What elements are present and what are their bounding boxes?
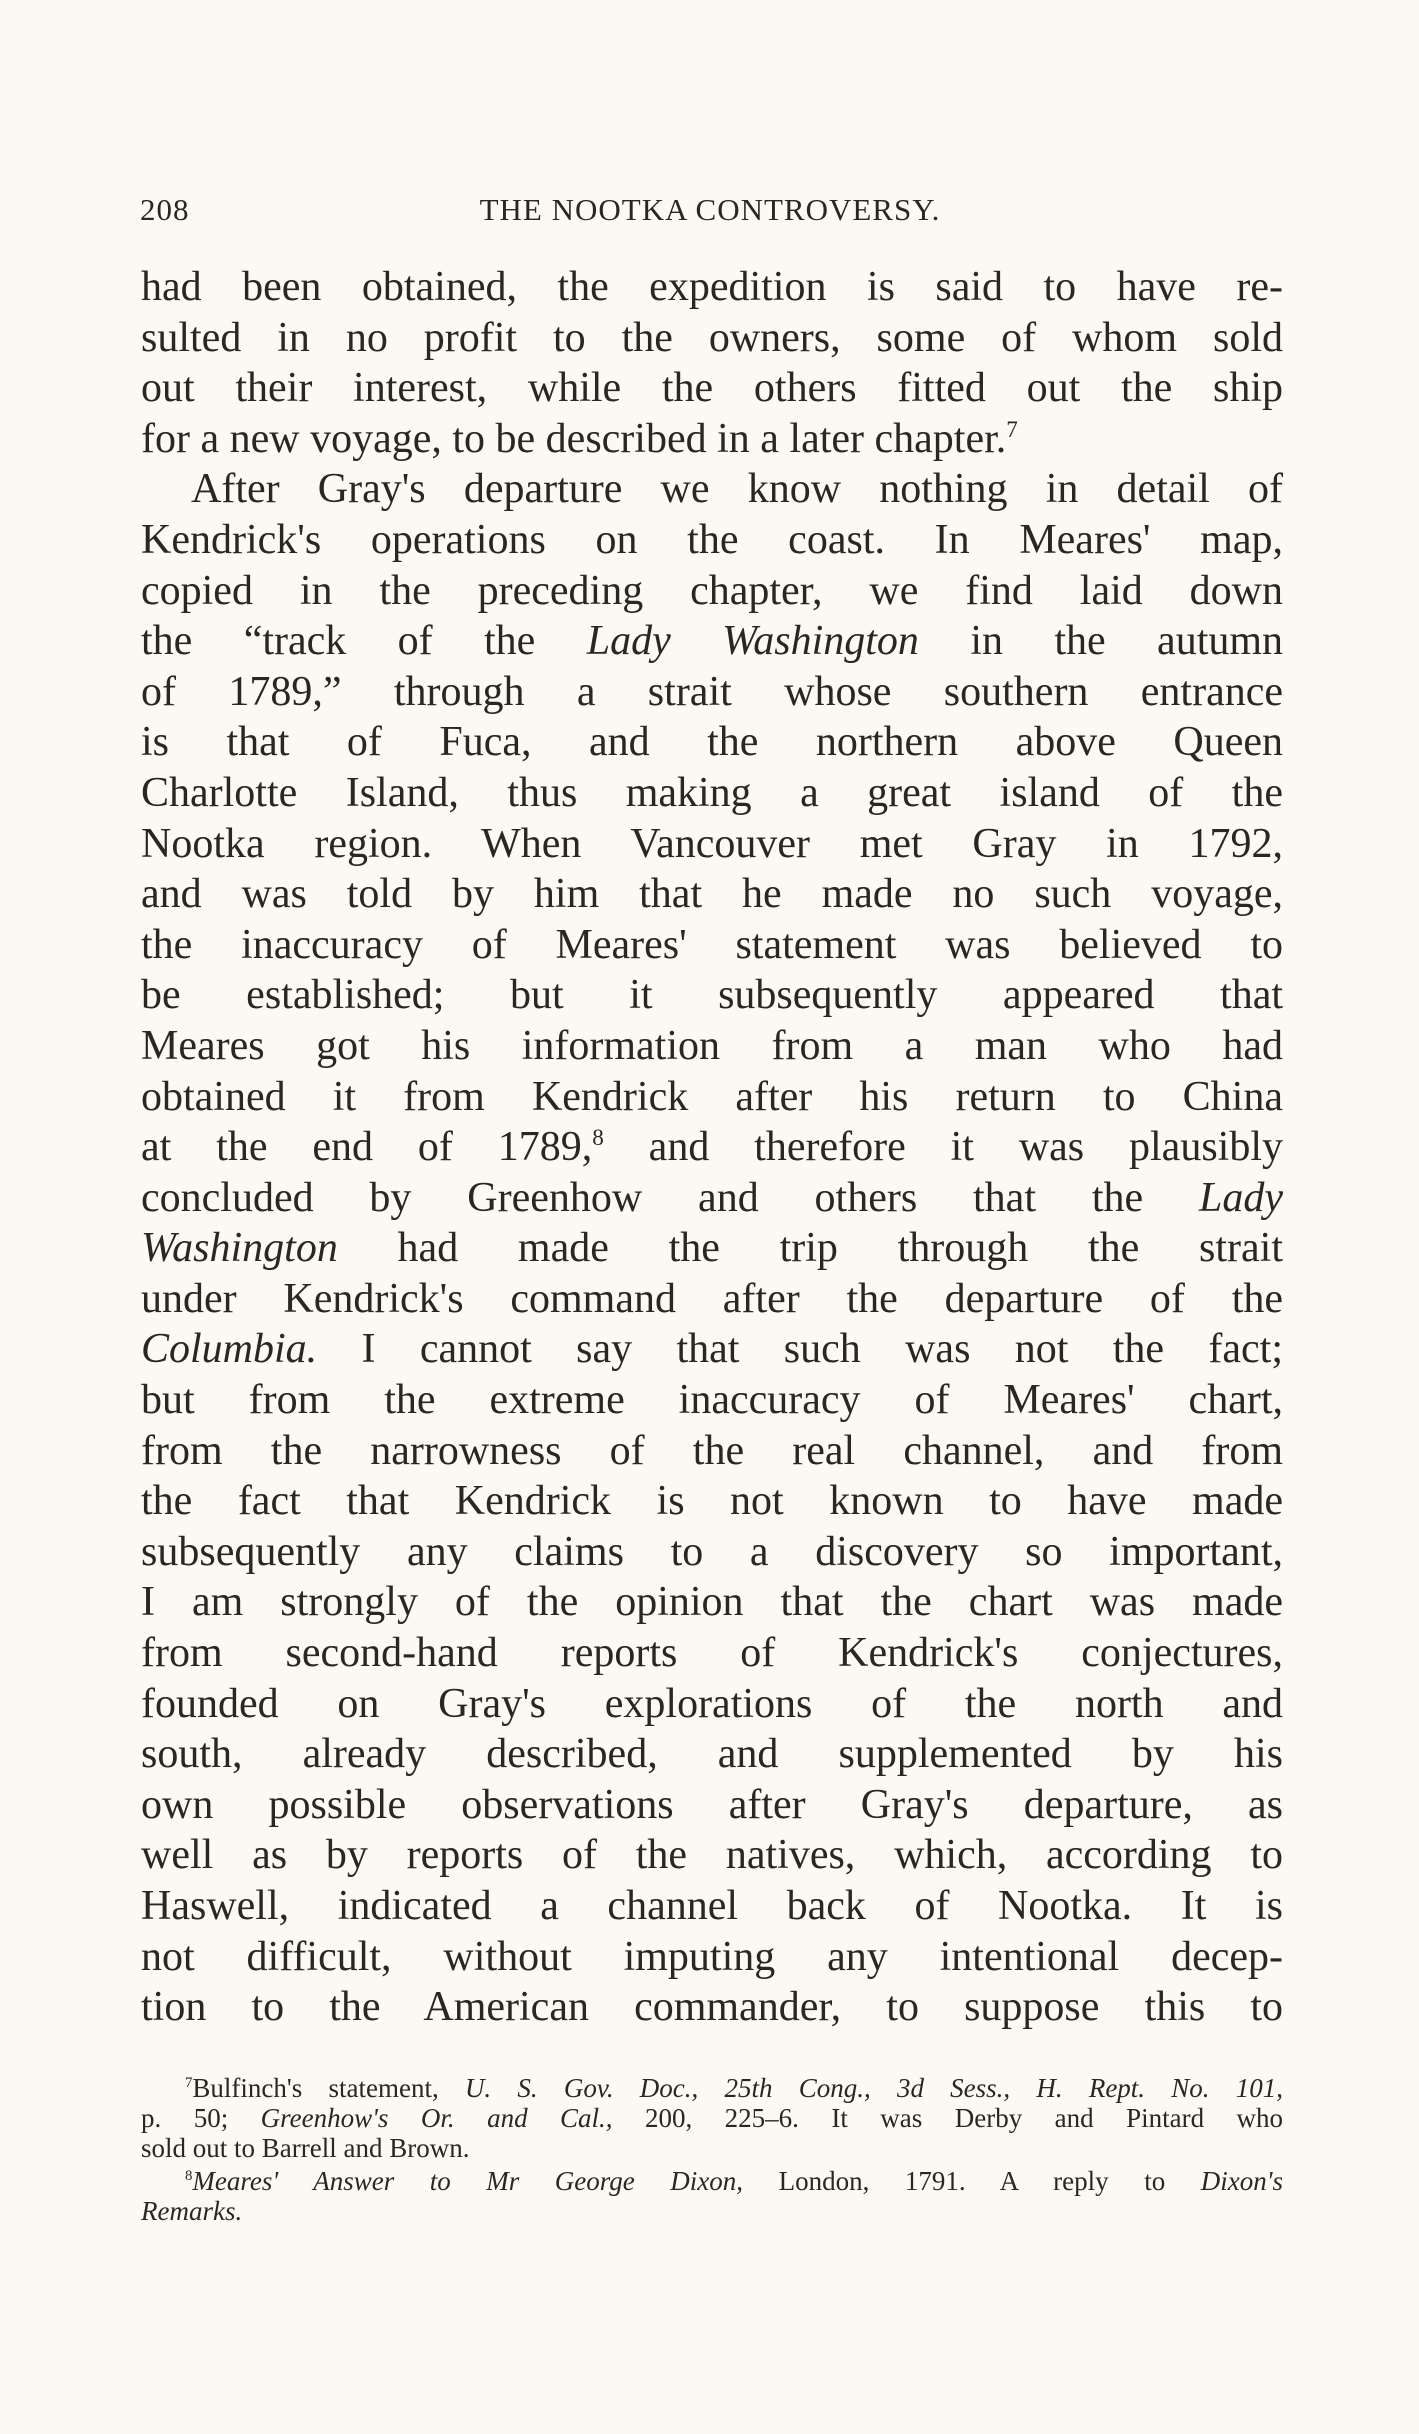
text-line: Meares got his information from a man who had [141,1022,1283,1069]
text-segment: concluded by Greenhow and others that the [141,1174,1144,1221]
text-line [141,414,1283,465]
text-line [141,616,1283,667]
text-line [141,1173,1283,1224]
text-line: not difficult, without imputing any intentional decep- [141,1933,1283,1980]
body-text [141,262,1283,2033]
footnote-line [141,2073,1283,2103]
text-segment: at the end of 1789, [141,1124,593,1171]
text-line: I am strongly of the opinion that the chart was made [141,1579,1283,1626]
text-segment: for a new voyage, to be described in a later chapter. [141,415,1007,462]
text-segment: I cannot say that such was not the fact; [361,1326,1284,1373]
italic-ship-name: Washington [141,1225,338,1272]
footnote-text: London, 1791. A reply to [778,2166,1166,2196]
text-line [141,1122,1283,1173]
text-line: obtained it from Kendrick after his return to China [141,1073,1283,1120]
text-line: and was told by him that he made no such voyage, [141,871,1283,918]
footnote-marker-7: 7 [1006,415,1018,442]
footnote-text: Bulfinch's statement, [192,2073,439,2103]
footnote-8 [141,2166,1283,2226]
text-line: the fact that Kendrick is not known to have made [141,1478,1283,1525]
running-title: THE NOOTKA CONTROVERSY. [479,192,941,227]
italic-ship-name: Lady [1199,1174,1283,1221]
text-segment: had made the trip through the strait [397,1225,1283,1272]
text-line: Nootka region. When Vancouver met Gray in 1792, [141,820,1283,867]
text-line: Haswell, indicated a channel back of Nootka. It is [141,1883,1283,1929]
italic-ship-name: Columbia. [141,1326,318,1373]
text-line: out their interest, while the others fitted out the ship [141,365,1283,412]
text-line: subsequently any claims to a discovery so important, [141,1528,1283,1575]
text-line: Kendrick's operations on the coast. In Meares' map, [141,516,1283,563]
italic-ship-name: Lady Washington [586,618,919,665]
text-line: south, already described, and supplemented by his [141,1731,1283,1778]
text-line [141,1223,1283,1274]
text-line: own possible observations after Gray's departure, as [141,1781,1283,1828]
footnote-number: 7 [185,2075,193,2091]
text-line: from second-hand reports of Kendrick's conjectures, [141,1630,1283,1677]
text-line: well as by reports of the natives, which, according to [141,1832,1283,1879]
text-line: but from the extreme inaccuracy of Meares' chart, [141,1377,1283,1424]
text-line: Charlotte Island, thus making a great island of the [141,769,1283,816]
text-line: from the narrowness of the real channel, and from [141,1427,1283,1474]
footnote-line [141,2166,1283,2196]
footnote-number: 8 [185,2168,193,2184]
text-line: copied in the preceding chapter, we find laid down [141,567,1283,614]
footnote-7 [141,2073,1283,2163]
text-segment: in the autumn [970,618,1284,665]
text-line: After Gray's departure we know nothing in detail of [191,466,1283,513]
text-line: tion to the American commander, to suppose this to [141,1984,1283,2031]
text-line: under Kendrick's command after the departure of the [141,1275,1283,1322]
footnote-marker-8: 8 [592,1124,604,1151]
text-line: the inaccuracy of Meares' statement was believed to [141,921,1283,968]
footnote-citation: Dixon's [1200,2166,1283,2196]
footnote-citation: Meares' Answer to Mr George Dixon, [192,2166,744,2196]
footnote-line [141,2103,1283,2133]
text-line: sulted in no profit to the owners, some of whom sold [141,314,1283,361]
page-number: 208 [140,192,190,227]
text-line: founded on Gray's explorations of the north and [141,1680,1283,1727]
text-line: had been obtained, the expedition is said to have re- [141,264,1283,310]
text-line: of 1789,” through a strait whose southern entrance [141,668,1283,715]
text-segment: and therefore it was plausibly [648,1124,1284,1171]
footnote-citation: Remarks. [141,2196,243,2226]
text-segment: the “track of the [141,618,536,665]
text-line: is that of Fuca, and the northern above Queen [141,719,1283,766]
footnote-line [141,2196,1283,2226]
footnote-citation: U. S. Gov. Doc., 25th Cong., 3d Sess., H. Rept. No. 101, [464,2073,1283,2103]
page-header [140,192,1280,232]
footnote-text: p. 50; [141,2103,229,2133]
footnote-text: 200, 225–6. It was Derby and Pintard who [644,2103,1284,2133]
footnote-line: sold out to Barrell and Brown. [141,2133,470,2163]
footnote-citation: Greenhow's Or. and Cal., [260,2103,613,2133]
text-line [141,1324,1283,1375]
text-line: be established; but it subsequently appeared that [141,972,1283,1019]
